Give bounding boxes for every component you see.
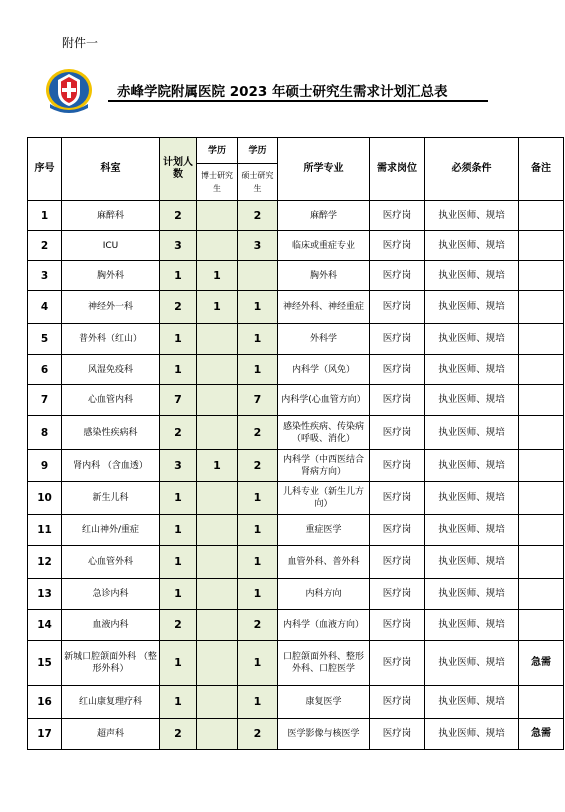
cell-master: 2 xyxy=(238,719,278,750)
cell-master: 2 xyxy=(238,610,278,641)
cell-post: 医疗岗 xyxy=(370,546,425,579)
cell-post: 医疗岗 xyxy=(370,686,425,719)
cell-major: 临床或重症专业 xyxy=(278,231,370,261)
cell-plan: 1 xyxy=(160,686,197,719)
cell-no: 8 xyxy=(28,416,62,450)
cell-post: 医疗岗 xyxy=(370,201,425,231)
hospital-emblem-icon xyxy=(44,68,94,114)
header-major: 所学专业 xyxy=(278,138,370,201)
cell-phd xyxy=(197,231,238,261)
cell-post: 医疗岗 xyxy=(370,450,425,482)
cell-phd xyxy=(197,416,238,450)
cell-phd xyxy=(197,719,238,750)
cell-master: 1 xyxy=(238,579,278,610)
cell-note xyxy=(519,450,564,482)
table-row xyxy=(28,355,564,385)
cell-no: 9 xyxy=(28,450,62,482)
cell-no: 6 xyxy=(28,355,62,385)
cell-master: 2 xyxy=(238,201,278,231)
cell-plan: 3 xyxy=(160,450,197,482)
cell-master: 1 xyxy=(238,546,278,579)
cell-major: 麻醉学 xyxy=(278,201,370,231)
cell-major: 感染性疾病、传染病（呼吸、消化） xyxy=(278,416,370,450)
cell-master: 2 xyxy=(238,450,278,482)
header-edu-phd: 学历 xyxy=(197,138,238,164)
cell-phd xyxy=(197,579,238,610)
cell-note xyxy=(519,515,564,546)
cell-note xyxy=(519,610,564,641)
table-row xyxy=(28,719,564,750)
table-row xyxy=(28,686,564,719)
table-row xyxy=(28,450,564,482)
cell-major: 口腔颌面外科、整形外科、口腔医学 xyxy=(278,641,370,686)
cell-no: 7 xyxy=(28,385,62,416)
cell-major: 神经外科、神经重症 xyxy=(278,291,370,324)
cell-no: 1 xyxy=(28,201,62,231)
cell-cond: 执业医师、规培 xyxy=(425,546,519,579)
header-phd: 博士研究生 xyxy=(197,164,238,201)
cell-master: 1 xyxy=(238,515,278,546)
cell-note xyxy=(519,385,564,416)
page-title: 赤峰学院附属医院 2023 年硕士研究生需求计划汇总表 xyxy=(117,84,448,100)
cell-major: 医学影像与核医学 xyxy=(278,719,370,750)
cell-cond: 执业医师、规培 xyxy=(425,641,519,686)
cell-phd: 1 xyxy=(197,291,238,324)
cell-dept: 普外科（红山） xyxy=(62,324,160,355)
cell-post: 医疗岗 xyxy=(370,579,425,610)
cell-master: 7 xyxy=(238,385,278,416)
cell-master: 3 xyxy=(238,231,278,261)
cell-plan: 3 xyxy=(160,231,197,261)
header-edu-master: 学历 xyxy=(238,138,278,164)
cell-phd xyxy=(197,686,238,719)
cell-cond: 执业医师、规培 xyxy=(425,482,519,515)
cell-dept: 急诊内科 xyxy=(62,579,160,610)
table-row xyxy=(28,416,564,450)
cell-no: 14 xyxy=(28,610,62,641)
header-dept: 科室 xyxy=(62,138,160,201)
table-row xyxy=(28,482,564,515)
cell-dept: ICU xyxy=(62,231,160,261)
header-plan: 计划人数 xyxy=(160,138,197,201)
cell-post: 医疗岗 xyxy=(370,231,425,261)
header-no: 序号 xyxy=(28,138,62,201)
cell-note xyxy=(519,201,564,231)
cell-note xyxy=(519,355,564,385)
cell-no: 17 xyxy=(28,719,62,750)
cell-no: 11 xyxy=(28,515,62,546)
cell-post: 医疗岗 xyxy=(370,355,425,385)
cell-phd xyxy=(197,610,238,641)
cell-cond: 执业医师、规培 xyxy=(425,416,519,450)
cell-post: 医疗岗 xyxy=(370,261,425,291)
cell-phd: 1 xyxy=(197,261,238,291)
cell-post: 医疗岗 xyxy=(370,515,425,546)
cell-no: 5 xyxy=(28,324,62,355)
cell-plan: 1 xyxy=(160,641,197,686)
header-note: 备注 xyxy=(519,138,564,201)
cell-note xyxy=(519,686,564,719)
cell-dept: 感染性疾病科 xyxy=(62,416,160,450)
cell-plan: 1 xyxy=(160,515,197,546)
table-row xyxy=(28,231,564,261)
cell-plan: 1 xyxy=(160,546,197,579)
cell-phd xyxy=(197,515,238,546)
cell-major: 内科学（中西医结合肾病方向） xyxy=(278,450,370,482)
cell-note: 急需 xyxy=(519,641,564,686)
cell-dept: 血液内科 xyxy=(62,610,160,641)
cell-major: 内科学（风免） xyxy=(278,355,370,385)
cell-cond: 执业医师、规培 xyxy=(425,450,519,482)
cell-phd xyxy=(197,324,238,355)
cell-cond: 执业医师、规培 xyxy=(425,261,519,291)
cell-cond: 执业医师、规培 xyxy=(425,610,519,641)
cell-cond: 执业医师、规培 xyxy=(425,719,519,750)
table-row xyxy=(28,641,564,686)
cell-dept: 红山神外/重症 xyxy=(62,515,160,546)
cell-dept: 胸外科 xyxy=(62,261,160,291)
cell-cond: 执业医师、规培 xyxy=(425,201,519,231)
cell-plan: 1 xyxy=(160,355,197,385)
cell-plan: 2 xyxy=(160,201,197,231)
cell-no: 10 xyxy=(28,482,62,515)
header-cond: 必须条件 xyxy=(425,138,519,201)
cell-no: 4 xyxy=(28,291,62,324)
cell-no: 3 xyxy=(28,261,62,291)
cell-major: 胸外科 xyxy=(278,261,370,291)
cell-dept: 肾内科 （含血透） xyxy=(62,450,160,482)
cell-dept: 新城口腔颌面外科 （整形外科） xyxy=(62,641,160,686)
cell-plan: 2 xyxy=(160,416,197,450)
cell-dept: 心血管内科 xyxy=(62,385,160,416)
cell-dept: 心血管外科 xyxy=(62,546,160,579)
cell-no: 16 xyxy=(28,686,62,719)
cell-phd xyxy=(197,641,238,686)
cell-cond: 执业医师、规培 xyxy=(425,231,519,261)
cell-dept: 超声科 xyxy=(62,719,160,750)
table-row xyxy=(28,385,564,416)
cell-major: 康复医学 xyxy=(278,686,370,719)
table-row xyxy=(28,261,564,291)
cell-major: 重症医学 xyxy=(278,515,370,546)
cell-master: 1 xyxy=(238,324,278,355)
table-row xyxy=(28,610,564,641)
table-row xyxy=(28,579,564,610)
cell-note xyxy=(519,416,564,450)
cell-cond: 执业医师、规培 xyxy=(425,355,519,385)
attachment-label: 附件一 xyxy=(62,36,99,50)
cell-plan: 2 xyxy=(160,610,197,641)
cell-master: 2 xyxy=(238,416,278,450)
table-row xyxy=(28,201,564,231)
cell-cond: 执业医师、规培 xyxy=(425,385,519,416)
cell-no: 2 xyxy=(28,231,62,261)
table-row xyxy=(28,515,564,546)
cell-post: 医疗岗 xyxy=(370,291,425,324)
cell-phd xyxy=(197,546,238,579)
cell-post: 医疗岗 xyxy=(370,641,425,686)
cell-cond: 执业医师、规培 xyxy=(425,515,519,546)
header-master: 硕士研究生 xyxy=(238,164,278,201)
cell-phd xyxy=(197,201,238,231)
cell-dept: 风湿免疫科 xyxy=(62,355,160,385)
cell-dept: 麻醉科 xyxy=(62,201,160,231)
cell-post: 医疗岗 xyxy=(370,416,425,450)
cell-dept: 新生儿科 xyxy=(62,482,160,515)
cell-master: 1 xyxy=(238,641,278,686)
cell-note xyxy=(519,231,564,261)
table-row xyxy=(28,291,564,324)
header-post: 需求岗位 xyxy=(370,138,425,201)
cell-major: 内科学（血液方向） xyxy=(278,610,370,641)
cell-plan: 1 xyxy=(160,579,197,610)
cell-cond: 执业医师、规培 xyxy=(425,291,519,324)
cell-plan: 1 xyxy=(160,324,197,355)
cell-master xyxy=(238,261,278,291)
cell-phd: 1 xyxy=(197,450,238,482)
cell-note xyxy=(519,261,564,291)
cell-major: 外科学 xyxy=(278,324,370,355)
cell-post: 医疗岗 xyxy=(370,719,425,750)
cell-plan: 7 xyxy=(160,385,197,416)
cell-note xyxy=(519,324,564,355)
cell-no: 13 xyxy=(28,579,62,610)
cell-phd xyxy=(197,355,238,385)
cell-major: 儿科专业（新生儿方向） xyxy=(278,482,370,515)
table-row xyxy=(28,546,564,579)
cell-note: 急需 xyxy=(519,719,564,750)
cell-cond: 执业医师、规培 xyxy=(425,324,519,355)
cell-note xyxy=(519,291,564,324)
cell-post: 医疗岗 xyxy=(370,610,425,641)
cell-note xyxy=(519,546,564,579)
cell-cond: 执业医师、规培 xyxy=(425,686,519,719)
cell-major: 血管外科、普外科 xyxy=(278,546,370,579)
cell-post: 医疗岗 xyxy=(370,482,425,515)
cell-master: 1 xyxy=(238,355,278,385)
title-underline xyxy=(108,100,488,102)
cell-plan: 2 xyxy=(160,291,197,324)
cell-post: 医疗岗 xyxy=(370,385,425,416)
demand-plan-table xyxy=(27,137,564,750)
cell-major: 内科学(心血管方向） xyxy=(278,385,370,416)
cell-master: 1 xyxy=(238,291,278,324)
cell-dept: 神经外一科 xyxy=(62,291,160,324)
cell-phd xyxy=(197,482,238,515)
table-row xyxy=(28,324,564,355)
cell-note xyxy=(519,482,564,515)
cell-post: 医疗岗 xyxy=(370,324,425,355)
cell-no: 15 xyxy=(28,641,62,686)
cell-master: 1 xyxy=(238,482,278,515)
cell-major: 内科方向 xyxy=(278,579,370,610)
cell-plan: 1 xyxy=(160,482,197,515)
cell-plan: 2 xyxy=(160,719,197,750)
cell-cond: 执业医师、规培 xyxy=(425,579,519,610)
cell-phd xyxy=(197,385,238,416)
cell-note xyxy=(519,579,564,610)
cell-dept: 红山康复理疗科 xyxy=(62,686,160,719)
cell-plan: 1 xyxy=(160,261,197,291)
cell-master: 1 xyxy=(238,686,278,719)
cell-no: 12 xyxy=(28,546,62,579)
